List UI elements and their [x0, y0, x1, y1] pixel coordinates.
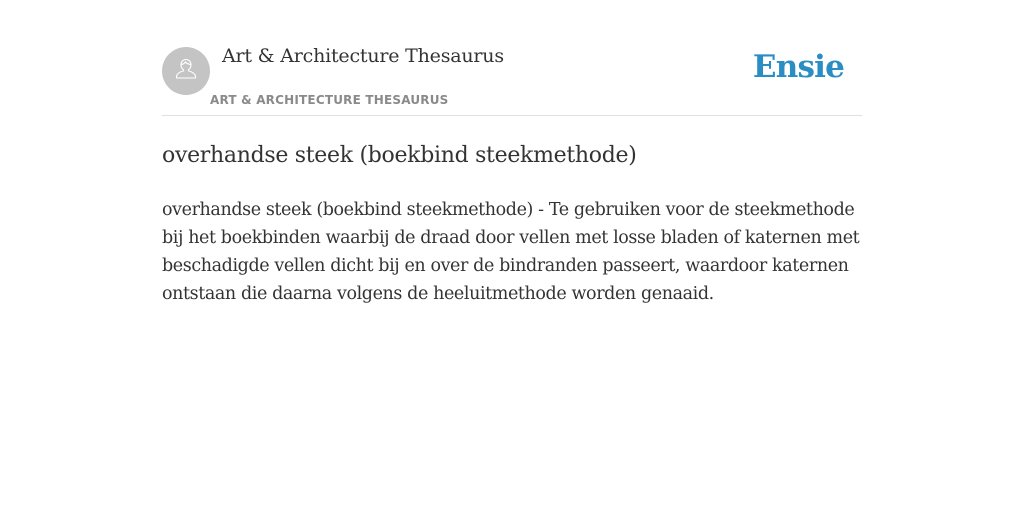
header [162, 0, 862, 116]
ensie-logo[interactable]: Ensie [752, 49, 844, 85]
author-name-link[interactable]: Art & Architecture Thesaurus [222, 45, 504, 67]
author-avatar[interactable] [162, 47, 210, 95]
entry-definition: overhandse steek (boekbind steekmethode) - Te gebruiken voor de steekmethode bij het boekbinden waarbij de draad door vellen met losse bladen of katernen met beschadigde vellen dicht bij en over de bindranden passeert, waardoor katernen ontstaan die daarna volgens de heeluitmethode worden genaaid. [162, 200, 860, 304]
author-subtitle: ART & ARCHITECTURE THESAURUS [210, 93, 449, 107]
page-container [162, 0, 862, 308]
entry-title: overhandse steek (boekbind steekmethode) [162, 143, 637, 168]
user-icon [172, 55, 200, 87]
